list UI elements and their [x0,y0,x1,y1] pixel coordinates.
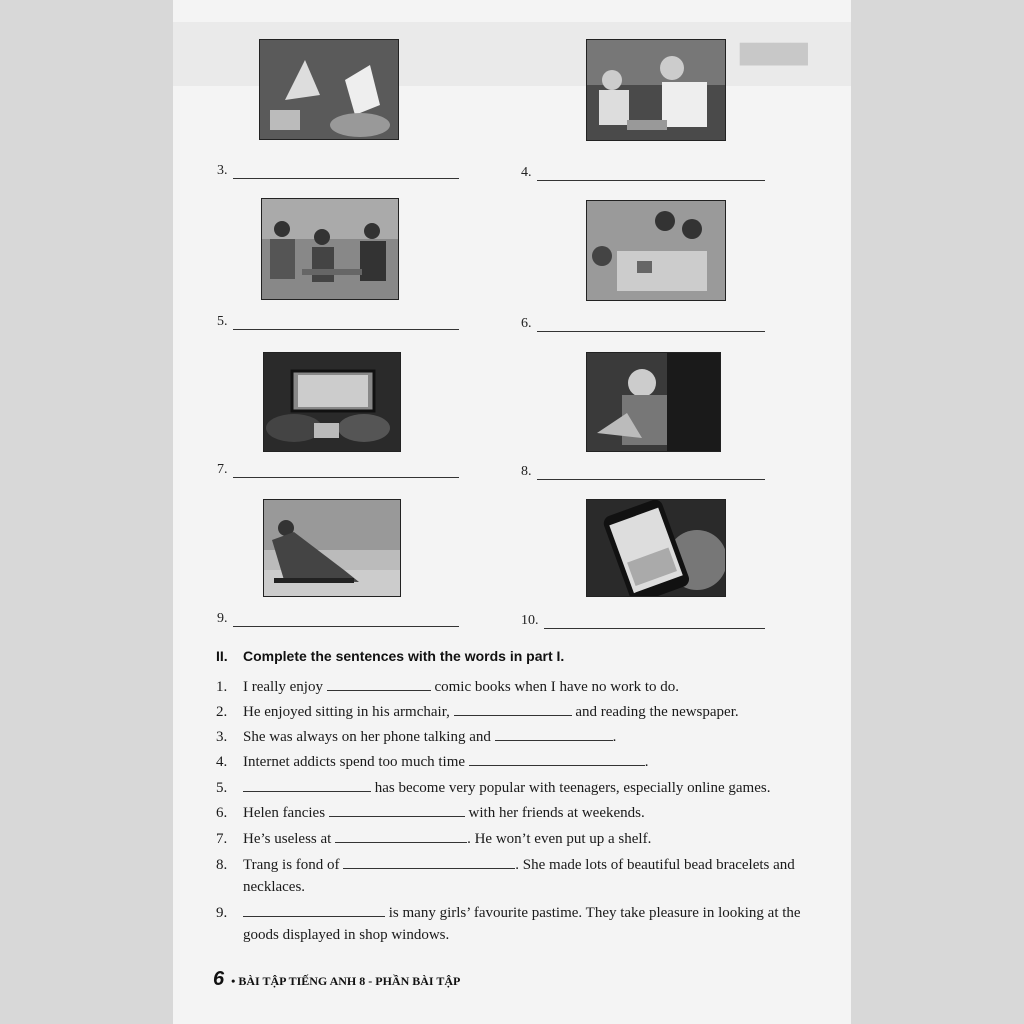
origami-photo [259,39,399,140]
answer-line[interactable] [537,331,765,332]
answer-gap[interactable] [495,726,613,741]
item-label: 8. [521,464,532,479]
sentence-text: . [644,754,649,770]
sentence-text: . [612,729,617,745]
answer-line[interactable] [233,178,459,179]
page-number: 6 [213,968,225,990]
friends-chatting-photo [261,198,399,300]
item-label: 3. [217,163,228,178]
sentence-number: 5. [216,780,228,796]
sentence-5 [216,777,816,799]
item-label: 9. [217,611,228,626]
sentence-9 [216,902,816,946]
sentence-text: Trang is fond of [243,857,340,873]
footer-bullet: • [231,974,236,988]
sentence-text: He’s useless at [243,831,332,847]
sentence-number: 8. [216,857,228,873]
crafting-photo [586,200,726,301]
book-title: BÀI TẬP TIẾNG ANH 8 - PHẦN BÀI TẬP [238,974,461,988]
exercise-instruction: Complete the sentences with the words in part I. [243,648,565,664]
show-through-text: ▇▇▇▇ [740,40,808,65]
sentence-1 [216,676,816,698]
answer-gap[interactable] [327,676,431,691]
item-label: 7. [217,462,228,477]
answer-line[interactable] [233,626,459,627]
sentence-text: He enjoyed sitting in his armchair, [243,704,450,720]
answer-line[interactable] [537,180,765,181]
exercise-heading [216,648,564,664]
answer-gap[interactable] [469,751,645,766]
sentence-text: comic books when I have no work to do. [434,679,680,695]
answer-gap[interactable] [329,802,465,817]
sentence-number: 3. [216,729,228,745]
sentence-text: Helen fancies [243,805,326,821]
sentence-number: 4. [216,754,228,770]
smartphone-photo [586,499,726,597]
sentence-text: Internet addicts spend too much time [243,754,466,770]
sentence-2 [216,701,816,723]
board-game-photo [586,39,726,141]
sentence-3 [216,726,816,748]
answer-gap[interactable] [454,701,572,716]
sentence-number: 6. [216,805,228,821]
sentence-7 [216,828,816,850]
item-label: 5. [217,314,228,329]
sentence-text: is many girls’ favourite pastime. They take pleasure in looking at the goods displayed in shop windows. [243,905,801,943]
item-label: 6. [521,316,532,331]
item-label: 4. [521,165,532,180]
sentence-number: 1. [216,679,228,695]
answer-line[interactable] [233,477,459,478]
watching-tv-photo [263,352,401,452]
answer-line[interactable] [233,329,459,330]
sentence-text: has become very popular with teenagers, especially online games. [374,780,771,796]
answer-gap[interactable] [335,828,467,843]
sentence-text: and reading the newspaper. [575,704,739,720]
sentence-text: . He won’t even put up a shelf. [467,831,652,847]
sentence-8 [216,854,816,898]
item-label: 10. [521,613,539,628]
exercise-number: II. [216,648,228,664]
sentence-4 [216,751,816,773]
sentence-number: 2. [216,704,228,720]
relaxing-deckchair-photo [263,499,401,597]
sentence-6 [216,802,816,824]
sentence-text: . She made lots of beautiful bead bracelets and necklaces. [243,857,795,895]
sentence-number: 9. [216,905,228,921]
reading-girl-photo [586,352,721,452]
answer-line[interactable] [537,479,765,480]
answer-line[interactable] [544,628,765,629]
sentence-text: She was always on her phone talking and [243,729,491,745]
page-footer [213,968,460,991]
answer-gap[interactable] [243,902,385,917]
answer-gap[interactable] [343,854,515,869]
sentence-text: I really enjoy [243,679,323,695]
sentence-text: with her friends at weekends. [468,805,645,821]
answer-gap[interactable] [243,777,371,792]
sentence-number: 7. [216,831,228,847]
